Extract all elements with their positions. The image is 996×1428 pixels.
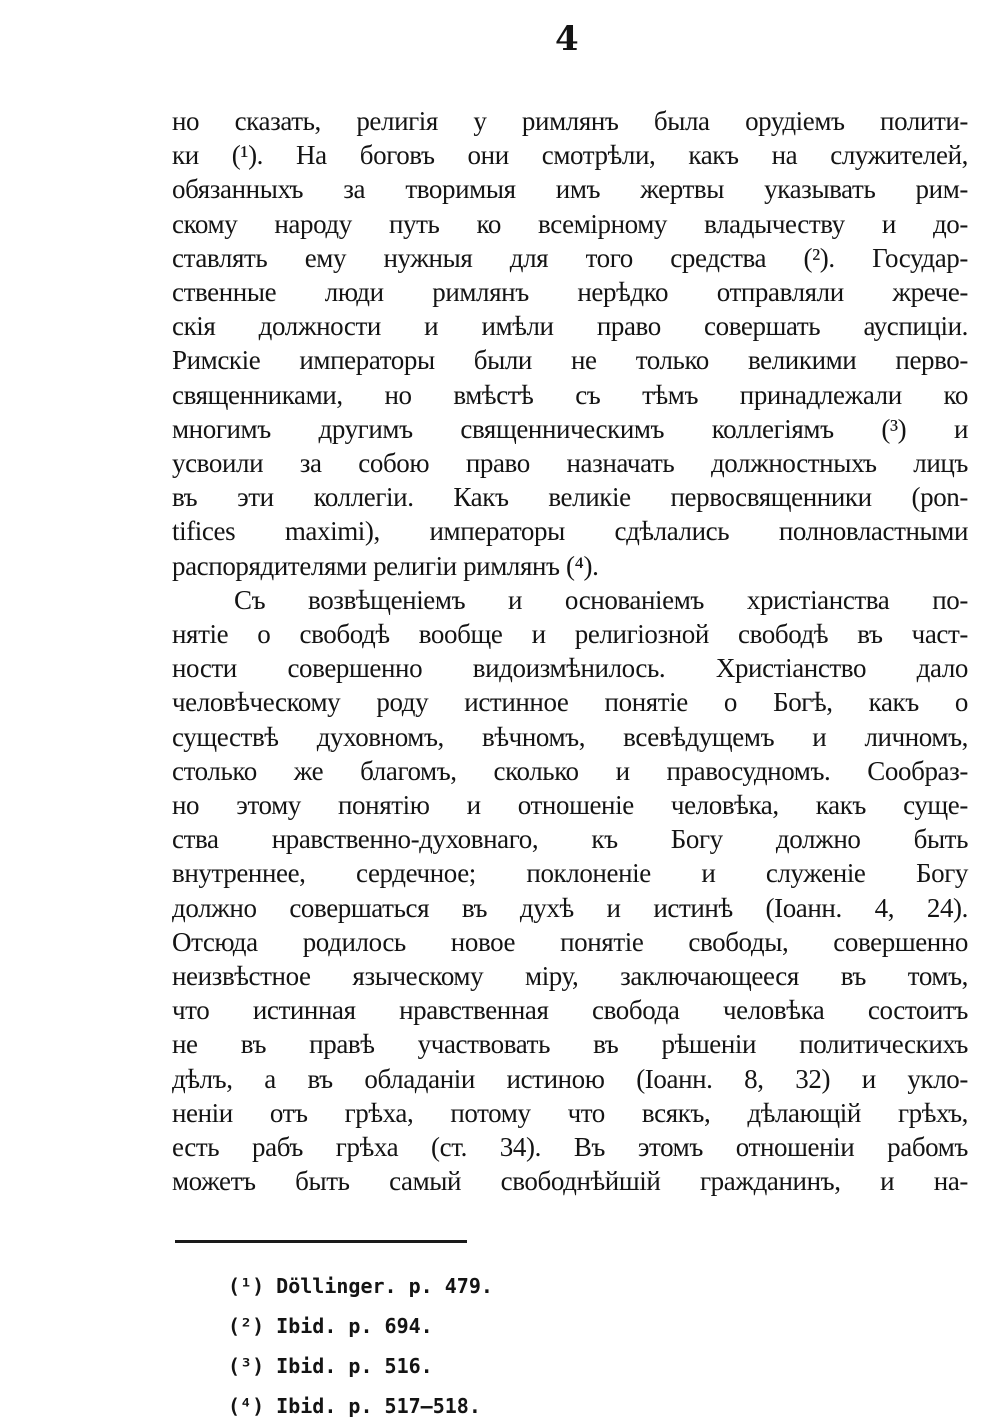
body-line-26: неизвѣстное языческому міру, заключающееся въ томъ, [172,961,968,992]
body-line-24: должно совершаться въ духѣ и истинѣ (Іоанн. 4, 24). [172,892,968,923]
body-line-22: ства нравственно-духовнаго, къ Богу должно быть [172,824,968,855]
footnote-separator [175,1240,467,1243]
body-line-6: ственные люди римлянъ нерѣдко отправляли жрече- [172,277,968,308]
body-line-8: Римскіе императоры были не только великими перво- [172,345,968,376]
body-line-30: неніи отъ грѣха, потому что всякъ, дѣлающій грѣхъ, [172,1097,968,1128]
body-line-32: можетъ быть самый свободнѣйшій гражданинъ, и на- [172,1166,968,1197]
body-line-15: Съ возвѣщеніемъ и основаніемъ христіанства по- [234,584,968,615]
body-line-12: въ эти коллегіи. Какъ великіе первосвященники (pon- [172,482,968,513]
body-line-18: человѣческому роду истинное понятіе о Богѣ, какъ о [172,687,968,718]
body-line-17: ности совершенно видоизмѣнилось. Христіанство дало [172,653,968,684]
body-line-31: есть рабъ грѣха (ст. 34). Въ этомъ отношеніи рабомъ [172,1132,968,1163]
body-line-25: Отсюда родилось новое понятіе свободы, совершенно [172,926,968,957]
body-line-23: внутреннее, сердечное; поклоненіе и служеніе Богу [172,858,968,889]
body-line-1: но сказать, религія у римлянъ была орудіемъ полити- [172,106,968,136]
page-number: 4 [555,19,579,59]
body-line-20: столько же благомъ, сколько и правосудномъ. Сообраз- [172,755,968,786]
body-line-7: скія должности и имѣли право совершать ауспиціи. [172,311,968,342]
body-line-21: но этому понятію и отношеніе человѣка, какъ суще- [172,790,968,821]
body-line-3: обязанныхъ за творимыя имъ жертвы указывать рим- [172,174,968,205]
footnotes [228,1266,493,1426]
body-line-16: нятіе о свободѣ вообще и религіозной свободѣ въ част- [172,619,968,650]
body-line-27: что истинная нравственная свобода человѣка состоитъ [172,995,968,1026]
body-line-10: многимъ другимъ священническимъ коллегіямъ (³) и [172,413,968,444]
body-line-2: ки (¹). На боговъ они смотрѣли, какъ на служителей, [172,140,968,171]
body-line-28: не въ правѣ участвовать въ рѣшеніи политическихъ [172,1029,968,1060]
body-text [172,104,968,1199]
body-line-11: усвоили за собою право назначать должностныхъ лицъ [172,448,968,479]
body-line-19: существѣ духовномъ, вѣчномъ, всевѣдущемъ и личномъ, [172,721,968,752]
footnote-4: (⁴) Ibid. p. 517—518. [228,1394,481,1418]
footnote-1: (¹) Döllinger. p. 479. [228,1274,493,1298]
body-line-29: дѣлъ, а въ обладаніи истиною (Іоанн. 8, 32) и укло- [172,1063,968,1094]
body-line-14: распорядителями религіи римлянъ (⁴). [172,550,599,581]
body-line-9: священниками, но вмѣстѣ съ тѣмъ принадлежали ко [172,379,968,410]
body-line-13: tifices maximi), императоры сдѣлались полновластными [172,516,968,547]
body-line-4: скому народу путь ко всемірному владычеству и до- [172,208,968,239]
footnote-3: (³) Ibid. p. 516. [228,1354,433,1378]
body-line-5: ставлять ему нужныя для того средства (²). Государ- [172,242,968,273]
footnote-2: (²) Ibid. p. 694. [228,1314,433,1338]
